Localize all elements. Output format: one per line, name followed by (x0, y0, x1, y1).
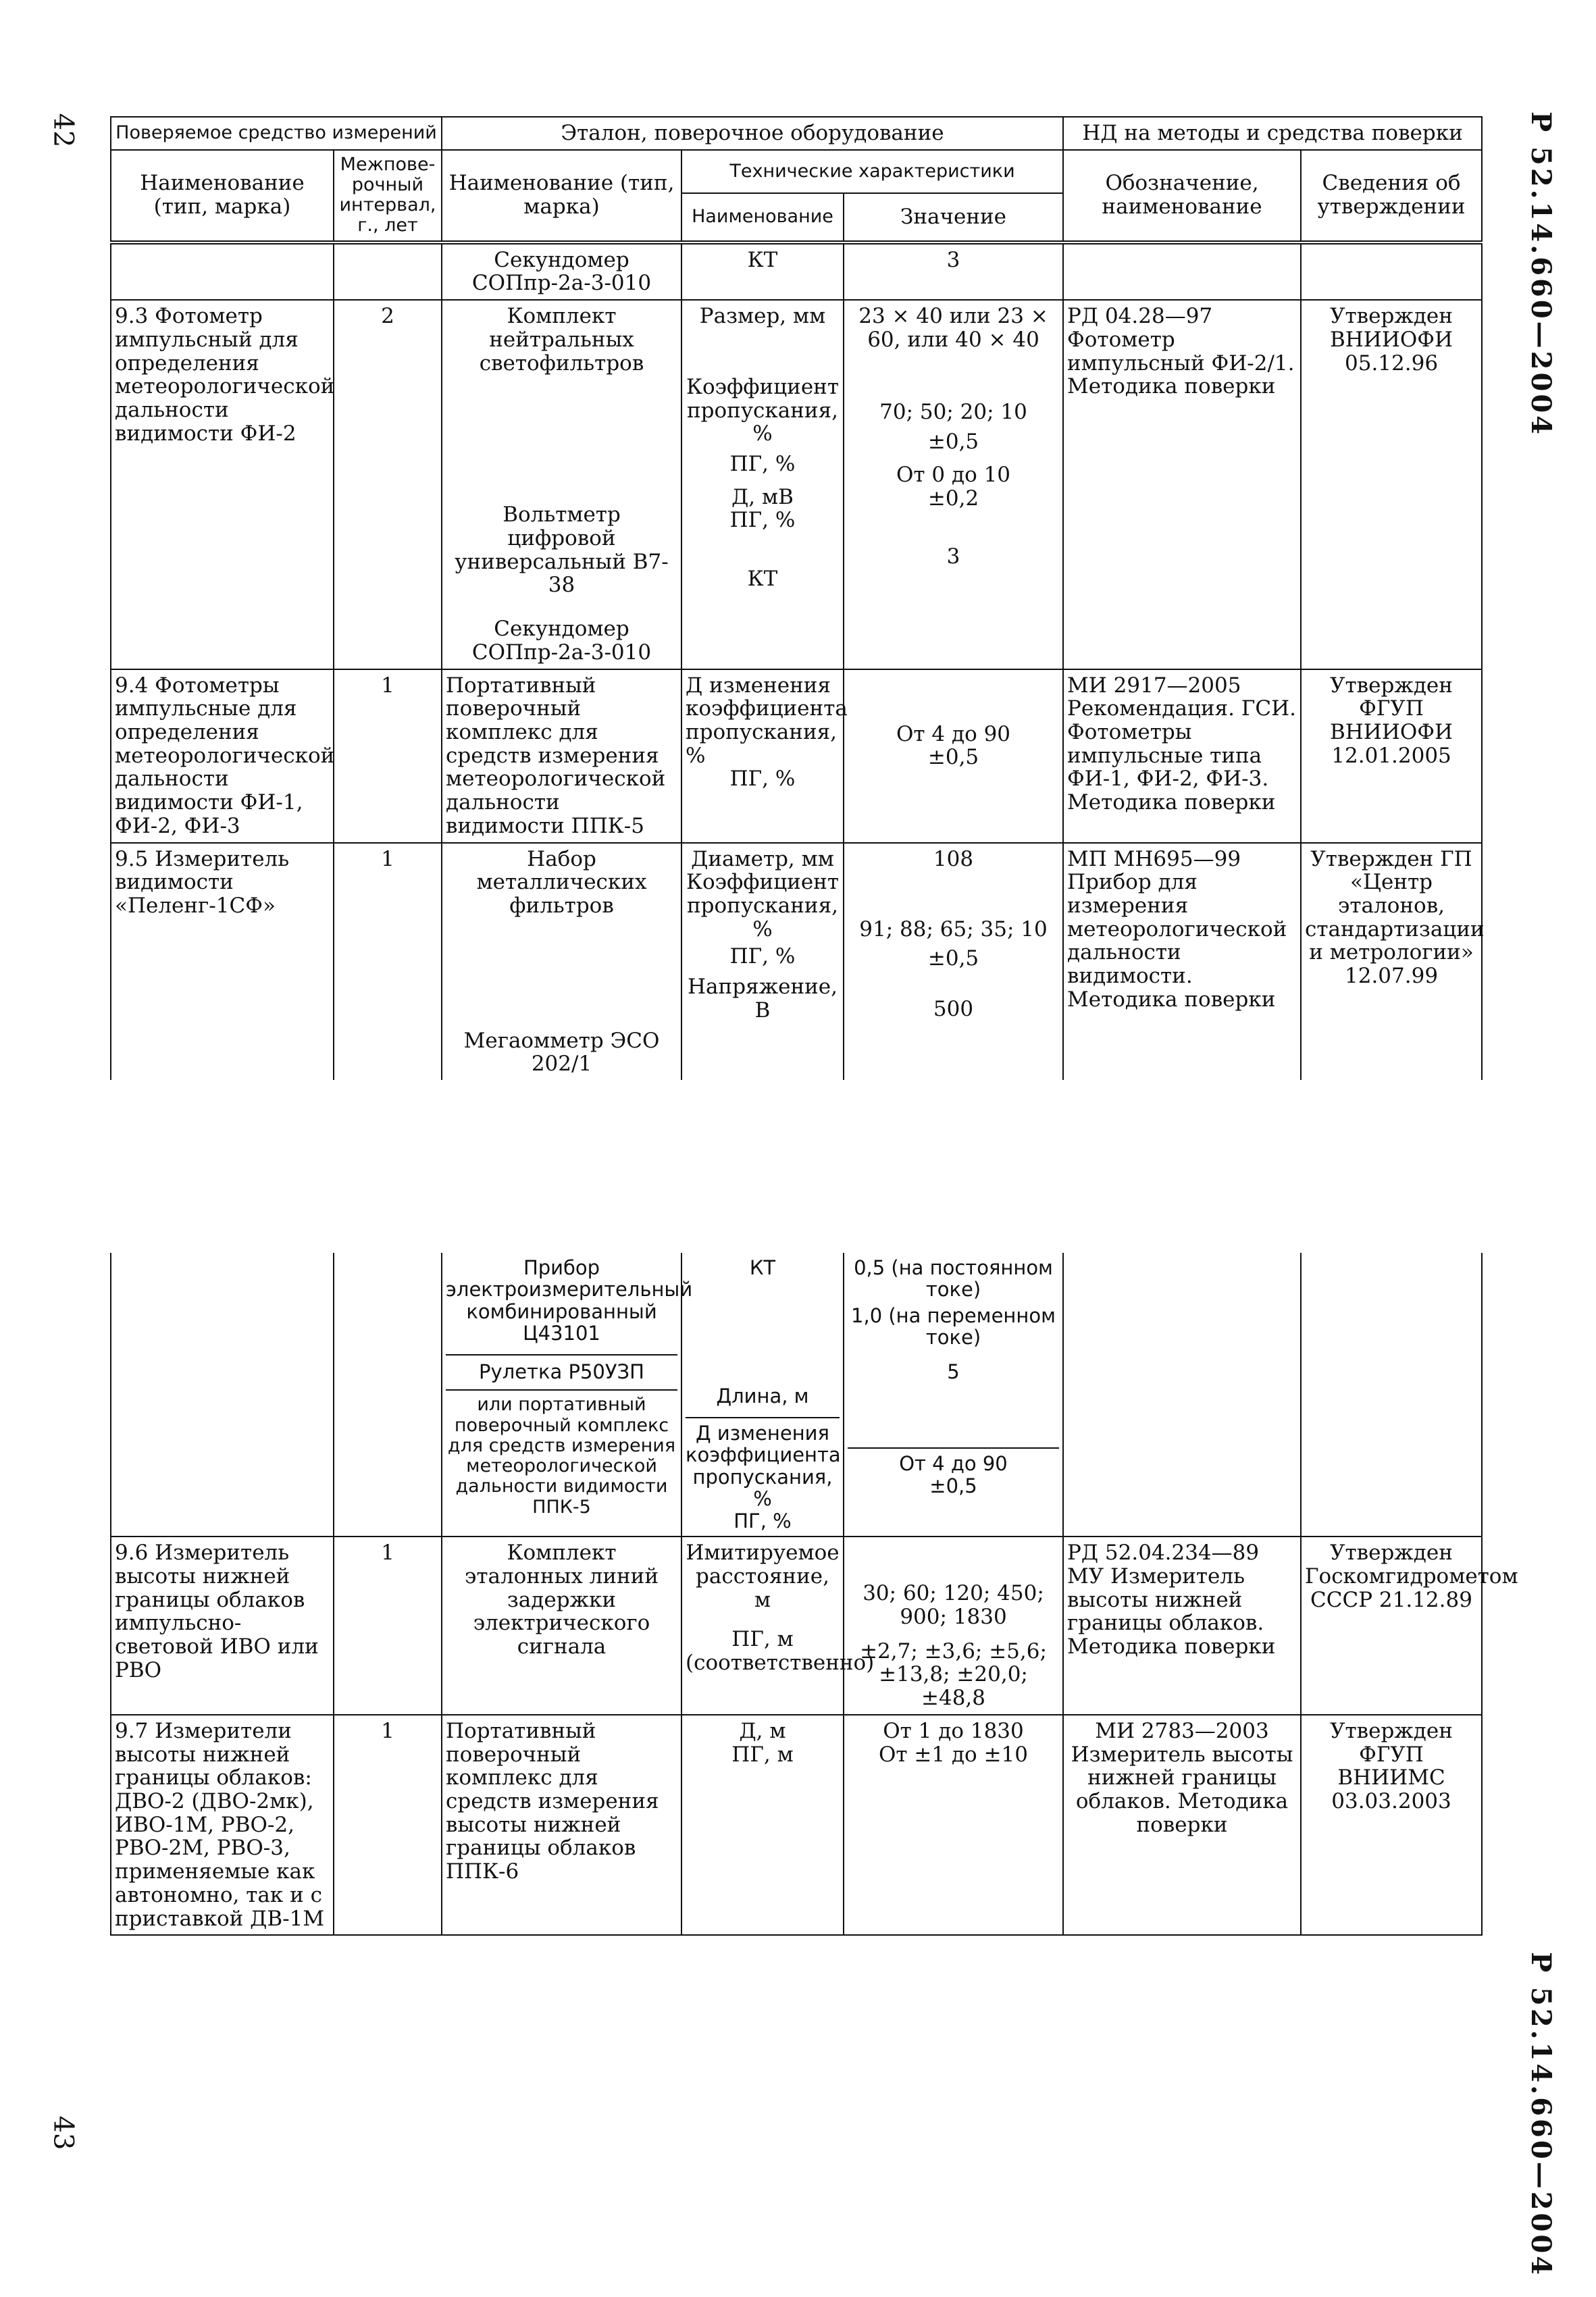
char-name: КТ (749, 1256, 776, 1279)
etalon-name: Вольтметр цифровой универсальный В7-38 (455, 502, 669, 598)
instrument-name: 9.5 Измеритель видимости «Пеленг-1СФ» (111, 843, 334, 1081)
char-value: 70; 50; 20; 10 (879, 399, 1027, 424)
char-value: ±0,5 (927, 745, 979, 770)
char-value: ±2,7; ±3,6; ±5,6; ±13,8; ±20,0; ±48,8 (860, 1638, 1047, 1711)
char-name: ПГ, м (соответственно) (686, 1627, 875, 1676)
char-value: 1,0 (на переменном токе) (851, 1304, 1056, 1349)
char-name: Д изменения коэффициента пропускания, % (686, 1417, 840, 1510)
etalon-name: Портативный поверочный комплекс для средств измерения высоты нижней границы облаков ППК-6 (442, 1715, 681, 1935)
char-name: Д, мВ (731, 484, 794, 509)
table-row (111, 300, 1482, 669)
header-interval: Межпове-рочный интервал, г., лет (334, 150, 442, 241)
header-nd: НД на методы и средства поверки (1063, 117, 1482, 150)
approval-info: Утвержден ФГУП ВНИИОФИ 12.01.2005 (1301, 669, 1482, 843)
instrument-name: 9.7 Измерители высоты нижней границы облаков: ДВО-2 (ДВО-2мк), ИВО-1М, РВО-2, РВО-2М, РВО-3, применяемые как автономно, так и с приставкой ДВ-1М (111, 1715, 334, 1935)
char-name: ПГ, % (729, 451, 796, 476)
header-name-type: Наименование (тип, марка) (111, 150, 334, 241)
page-number-top: 42 (47, 113, 79, 148)
doc-code-top: Р 52.14.660—2004 (1525, 111, 1557, 438)
approval-info: Утвержден ГП «Центр эталонов, стандартизации и метрологии» 12.07.99 (1301, 843, 1482, 1081)
char-name: Напряжение, В (688, 975, 838, 1023)
etalon-name: Комплект нейтральных светофильтров (479, 304, 644, 376)
approval-info: Утвержден ВНИИОФИ 05.12.96 (1301, 300, 1482, 669)
etalon-name: Секундомер СОПпр-2а-3-010 (471, 617, 652, 665)
table-row (111, 244, 1482, 300)
char-value: 30; 60; 120; 450; 900; 1830 (863, 1581, 1044, 1629)
interval-value: 1 (334, 1715, 442, 1935)
char-value: 23 × 40 или 23 × 60, или 40 × 40 (858, 304, 1048, 352)
char-value: 5 (947, 1360, 960, 1383)
char-name: Д, м (739, 1718, 786, 1743)
approval-info: Утвержден Госкомгидрометом СССР 21.12.89 (1301, 1537, 1482, 1715)
char-value: 500 (933, 996, 974, 1021)
verification-table-upper (110, 116, 1483, 1080)
char-name: Длина, м (716, 1385, 809, 1408)
approval-info: Утвержден ФГУП ВНИИМС 03.03.2003 (1301, 1715, 1482, 1935)
char-name: Коэффициент пропускания, % (686, 870, 839, 941)
char-name: ПГ, % (729, 944, 796, 969)
doc-code-bottom: Р 52.14.660—2004 (1525, 1952, 1557, 2278)
char-value: От 4 до 90 (848, 1447, 1059, 1474)
nd-designation: МП МН695—99 Прибор для измерения метеорологической дальности видимости. Методика поверки (1063, 843, 1301, 1081)
char-value: 108 (933, 846, 974, 871)
page-number-bottom: 43 (47, 2115, 79, 2150)
table-row (111, 843, 1482, 1081)
char-value: 3 (946, 544, 960, 569)
header-tech-value: Значение (844, 193, 1063, 241)
instrument-name: 9.3 Фотометр импульсный для определения метеорологической дальности видимости ФИ-2 (111, 300, 334, 669)
header-tech-name: Наименование (681, 193, 844, 241)
char-value: ±0,5 (927, 946, 979, 971)
char-name: КТ (681, 244, 844, 300)
char-name: Диаметр, мм (691, 846, 834, 871)
char-name: Размер, мм (699, 304, 826, 329)
char-value: ±0,5 (929, 1474, 977, 1497)
interval-value: 1 (334, 669, 442, 843)
header-etalon-name: Наименование (тип, марка) (442, 150, 681, 241)
table-row (111, 1253, 1482, 1537)
etalon-name: Портативный поверочный комплекс для средств измерения метеорологической дальности видимости ППК-5 (442, 669, 681, 843)
table-row (111, 1715, 1482, 1935)
header-verified: Поверяемое средство измерений (111, 117, 442, 150)
header-etalon: Эталон, поверочное оборудование (442, 117, 1063, 150)
etalon-name: Прибор электроизмерительный комбинированный Ц43101 (446, 1256, 693, 1345)
etalon-name: Мегаомметр ЭСО 202/1 (463, 1028, 660, 1077)
etalon-name: Рулетка Р50УЗП (446, 1354, 677, 1383)
char-value: 3 (844, 244, 1063, 300)
etalon-name: или портативный поверочный комплекс для средств измерения метеорологической дальности видимости ППК-5 (446, 1389, 677, 1517)
char-value: ±0,5 (927, 430, 979, 455)
char-value: ±0,2 (927, 486, 979, 511)
instrument-name: 9.4 Фотометры импульсные для определения метеорологической дальности видимости ФИ-1, ФИ-2, ФИ-3 (111, 669, 334, 843)
interval-value: 1 (334, 1537, 442, 1715)
interval-value: 2 (334, 300, 442, 669)
char-name: ПГ, м (731, 1742, 794, 1767)
nd-designation: МИ 2917—2005 Рекомендация. ГСИ. Фотометры импульсные типа ФИ-1, ФИ-2, ФИ-3. Методика поверки (1063, 669, 1301, 843)
interval-value: 1 (334, 843, 442, 1081)
char-value: От ±1 до ±10 (879, 1742, 1028, 1767)
etalon-name: Секундомер СОПпр-2а-3-010 (442, 244, 681, 300)
char-value: 91; 88; 65; 35; 10 (859, 917, 1048, 942)
char-name: Д изменения коэффициента пропускания, % (686, 673, 848, 768)
header-designation: Обозначение, наименование (1063, 150, 1301, 241)
char-name: ПГ, % (729, 767, 796, 792)
char-name: ПГ, % (729, 508, 796, 533)
header-tech: Технические характеристики (681, 150, 1063, 193)
char-value: От 4 до 90 (896, 721, 1011, 746)
instrument-name: 9.6 Измеритель высоты нижней границы облаков импульсно-световой ИВО или РВО (111, 1537, 334, 1715)
nd-designation: РД 52.04.234—89 МУ Измеритель высоты нижней границы облаков. Методика поверки (1063, 1537, 1301, 1715)
char-value: От 1 до 1830 (883, 1718, 1024, 1743)
char-value: 0,5 (на постоянном токе) (854, 1256, 1053, 1301)
table-row (111, 669, 1482, 843)
nd-designation: МИ 2783—2003 Измеритель высоты нижней границы облаков. Методика поверки (1063, 1715, 1301, 1935)
nd-designation: РД 04.28—97 Фотометр импульсный ФИ-2/1. Методика поверки (1063, 300, 1301, 669)
char-value: От 0 до 10 (896, 462, 1011, 487)
char-name: ПГ, % (733, 1509, 792, 1532)
etalon-name: Набор металлических фильтров (476, 846, 647, 919)
verification-table-lower (110, 1253, 1518, 1936)
char-name: Коэффициент пропускания, % (686, 374, 839, 446)
char-name: КТ (747, 567, 778, 592)
char-name: Имитируемое расстояние, м (686, 1541, 840, 1612)
table-row (111, 1537, 1482, 1715)
etalon-name: Комплект эталонных линий задержки электрического сигнала (442, 1537, 681, 1715)
header-approval: Сведения об утверждении (1301, 150, 1482, 241)
